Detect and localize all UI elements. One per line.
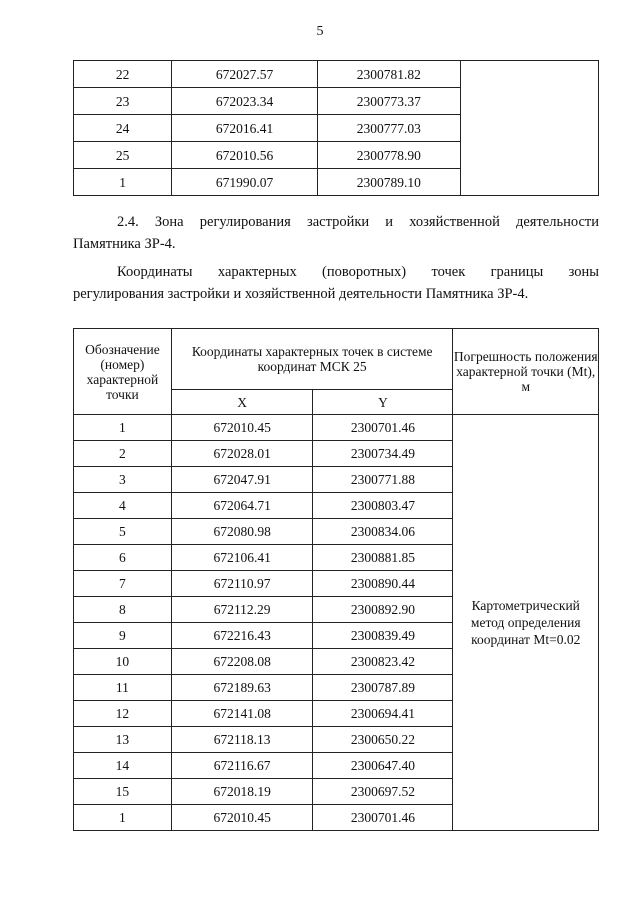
coord-y: 2300803.47: [313, 493, 453, 519]
table-caption-line-1: Координаты характерных (поворотных) точек границы зоны: [117, 264, 599, 280]
section-heading: [73, 211, 599, 255]
coord-y: 2300701.46: [313, 415, 453, 441]
point-number: 2: [74, 441, 172, 467]
coord-y: 2300892.90: [313, 597, 453, 623]
coord-x: 672208.08: [171, 649, 313, 675]
coord-x: 672010.45: [171, 415, 313, 441]
coord-x: 672141.08: [171, 701, 313, 727]
point-number: 12: [74, 701, 172, 727]
main-coordinates-table: [73, 328, 599, 831]
coord-x: 672216.43: [171, 623, 313, 649]
page-number: 5: [316, 24, 324, 39]
point-number: 14: [74, 753, 172, 779]
coord-y: 2300701.46: [313, 805, 453, 831]
coord-x: 672116.67: [171, 753, 313, 779]
coord-y: 2300773.37: [317, 88, 460, 115]
table-caption: [73, 261, 599, 305]
coord-y: 2300781.82: [317, 61, 460, 88]
header-x: X: [171, 390, 313, 415]
point-number: 1: [74, 805, 172, 831]
table-row: [74, 415, 599, 441]
point-number: 11: [74, 675, 172, 701]
coord-x: 672080.98: [171, 519, 313, 545]
coord-y: 2300777.03: [317, 115, 460, 142]
coord-x: 671990.07: [172, 169, 317, 196]
error-cell-empty: [461, 61, 599, 196]
coord-y: 2300771.88: [313, 467, 453, 493]
header-point: Обозначение (номер) характерной точки: [74, 329, 172, 415]
point-number: 10: [74, 649, 172, 675]
coord-x: 672047.91: [171, 467, 313, 493]
point-number: 5: [74, 519, 172, 545]
coord-x: 672112.29: [171, 597, 313, 623]
section-heading-line-1: 2.4. Зона регулирования застройки и хозяйственной деятельности: [117, 214, 599, 230]
coord-x: 672064.71: [171, 493, 313, 519]
top-coordinates-table: [73, 60, 599, 196]
coord-x: 672018.19: [171, 779, 313, 805]
coord-x: 672016.41: [172, 115, 317, 142]
point-number: 24: [74, 115, 172, 142]
coord-y: 2300881.85: [313, 545, 453, 571]
point-number: 1: [74, 415, 172, 441]
coord-x: 672110.97: [171, 571, 313, 597]
top-table-body: [74, 61, 599, 196]
coord-x: 672189.63: [171, 675, 313, 701]
header-y: Y: [313, 390, 453, 415]
coord-y: 2300734.49: [313, 441, 453, 467]
coord-y: 2300647.40: [313, 753, 453, 779]
point-number: 4: [74, 493, 172, 519]
coord-y: 2300787.89: [313, 675, 453, 701]
point-number: 1: [74, 169, 172, 196]
coord-y: 2300823.42: [313, 649, 453, 675]
header-coords: Координаты характерных точек в системе координат МСК 25: [171, 329, 453, 390]
error-method-note: Картометрический метод определения координат Mt=0.02: [453, 415, 599, 831]
point-number: 22: [74, 61, 172, 88]
section-heading-line-2: Памятника ЗР-4.: [73, 236, 176, 252]
main-table-body: [74, 415, 599, 831]
coord-x: 672118.13: [171, 727, 313, 753]
coord-x: 672027.57: [172, 61, 317, 88]
point-number: 8: [74, 597, 172, 623]
coord-x: 672106.41: [171, 545, 313, 571]
coord-y: 2300697.52: [313, 779, 453, 805]
main-table-header: [74, 329, 599, 415]
coord-x: 672010.56: [172, 142, 317, 169]
coord-x: 672023.34: [172, 88, 317, 115]
coord-y: 2300694.41: [313, 701, 453, 727]
point-number: 9: [74, 623, 172, 649]
coord-y: 2300890.44: [313, 571, 453, 597]
point-number: 6: [74, 545, 172, 571]
point-number: 3: [74, 467, 172, 493]
point-number: 23: [74, 88, 172, 115]
header-error: Погрешность положения характерной точки (Mt), м: [453, 329, 599, 415]
coord-x: 672010.45: [171, 805, 313, 831]
coord-y: 2300839.49: [313, 623, 453, 649]
point-number: 15: [74, 779, 172, 805]
point-number: 7: [74, 571, 172, 597]
coord-y: 2300834.06: [313, 519, 453, 545]
table-row: [74, 61, 599, 88]
coord-x: 672028.01: [171, 441, 313, 467]
point-number: 13: [74, 727, 172, 753]
coord-y: 2300789.10: [317, 169, 460, 196]
coord-y: 2300778.90: [317, 142, 460, 169]
coord-y: 2300650.22: [313, 727, 453, 753]
point-number: 25: [74, 142, 172, 169]
table-caption-line-2: регулирования застройки и хозяйственной деятельности Памятника ЗР-4.: [73, 286, 529, 302]
